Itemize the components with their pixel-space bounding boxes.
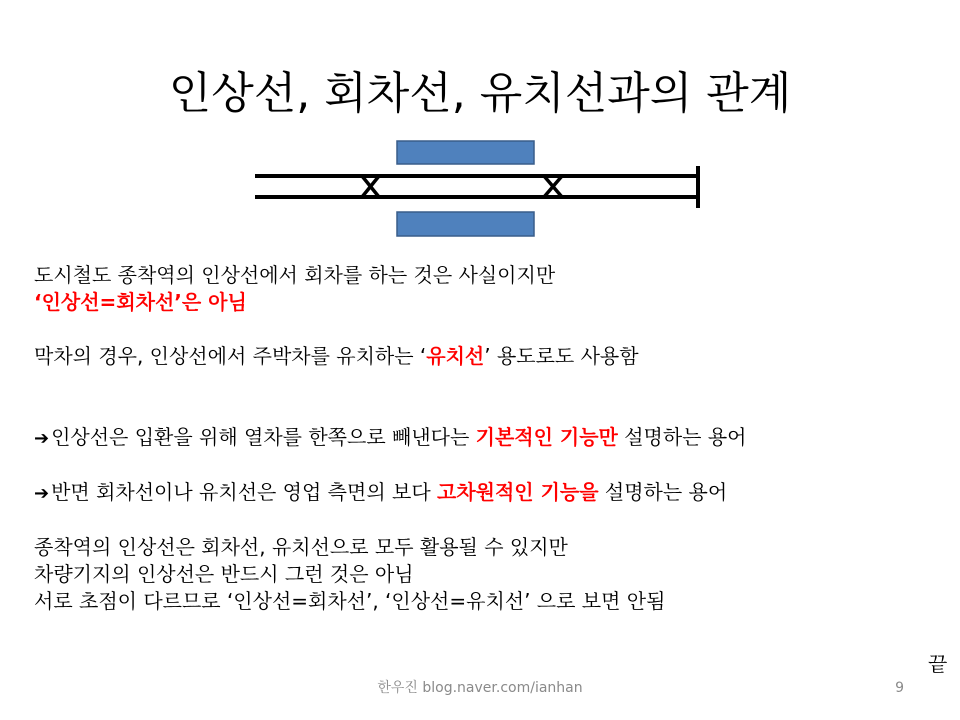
crossover-right <box>544 176 562 197</box>
text-line: 도시철도 종착역의 인상선에서 회차를 하는 것은 사실이지만 <box>34 263 556 287</box>
bullet-line <box>34 424 934 452</box>
text-line: 차량기지의 인상선은 반드시 그런 것은 아님 <box>34 562 414 586</box>
text-line: 종착역의 인상선은 회차선, 유치선으로 모두 활용될 수 있지만 <box>34 535 568 559</box>
platform-bottom <box>397 212 534 236</box>
page-number: 9 <box>895 680 904 696</box>
text-span: 반면 회차선이나 유치선은 영업 측면의 보다 <box>51 480 437 504</box>
text-span: 인상선은 입환을 위해 열차를 한쪽으로 빼낸다는 <box>51 425 476 449</box>
text-span: 설명하는 용어 <box>598 480 728 504</box>
highlight-line: ‘인상선=회차선’은 아님 <box>34 290 247 314</box>
text-span: 막차의 경우, 인상선에서 주박차를 유치하는 ‘ <box>34 344 427 368</box>
platform-top <box>397 141 534 164</box>
end-mark: 끝 <box>928 652 948 676</box>
text-span: 설명하는 용어 <box>617 425 747 449</box>
right-arrow-icon: ➔ <box>34 428 50 449</box>
highlight-text: 유치선 <box>426 344 485 368</box>
text-span: ’ 용도로도 사용함 <box>484 344 639 368</box>
slide-body <box>34 262 934 615</box>
footer-credit: 한우진 blog.naver.com/ianhan <box>377 680 583 696</box>
crossover-left <box>362 176 379 197</box>
text-line <box>34 343 934 370</box>
highlight-text: 기본적인 기능만 <box>475 425 618 449</box>
right-arrow-icon: ➔ <box>34 483 50 504</box>
highlight-text: 고차원적인 기능을 <box>437 480 599 504</box>
bullet-line <box>34 479 934 507</box>
text-line: 서로 초점이 다르므로 ‘인상선=회차선’, ‘인상선=유치선’ 으로 보면 안됨 <box>34 589 666 613</box>
track-diagram <box>0 0 960 250</box>
slide-title: 인상선, 회차선, 유치선과의 관계 <box>168 68 792 119</box>
